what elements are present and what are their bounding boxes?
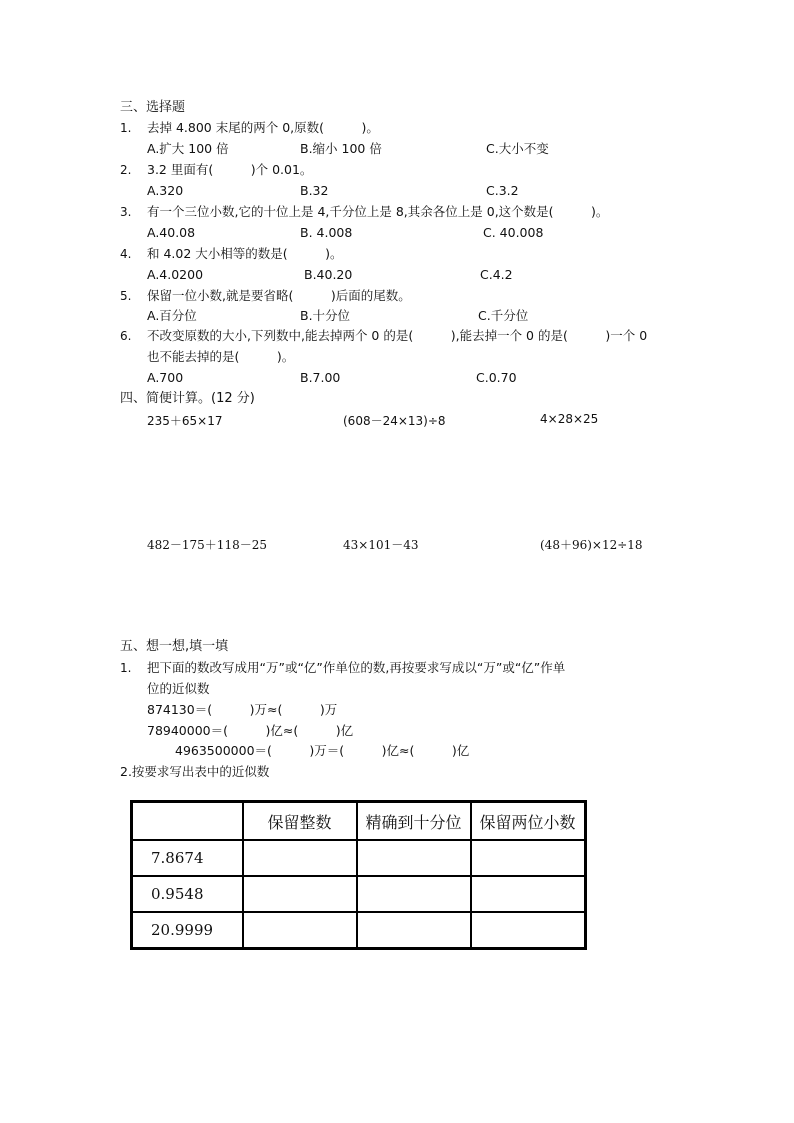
fill-line-1: 874130＝( )万≈( )万 xyxy=(147,702,338,717)
q4-text: 和 4.02 大小相等的数是( )。 xyxy=(147,246,343,261)
s5-q2-text: 2.按要求写出表中的近似数 xyxy=(120,764,270,779)
answer-cell[interactable] xyxy=(471,912,586,949)
table-row xyxy=(132,840,586,876)
answer-cell[interactable] xyxy=(357,912,471,949)
calc-3: 4×28×25 xyxy=(540,412,599,426)
s5-q1-number: 1. xyxy=(120,661,132,675)
s5-q1-text: 把下面的数改写成用“万”或“亿”作单位的数,再按要求写成以“万”或“亿”作单 xyxy=(147,660,566,675)
row-label-0-9548: 0.9548 xyxy=(132,876,243,912)
s5-q1-text-continued: 位的近似数 xyxy=(147,681,210,696)
answer-cell[interactable] xyxy=(471,840,586,876)
answer-cell[interactable] xyxy=(357,876,471,912)
q4-option-a: A.4.0200 xyxy=(147,267,204,282)
rounding-table xyxy=(130,800,587,950)
section-4-title: 四、简便计算。(12 分) xyxy=(120,391,255,406)
q5-text: 保留一位小数,就是要省略( )后面的尾数。 xyxy=(147,288,411,303)
q2-option-c: C.3.2 xyxy=(486,183,519,198)
calc-6: (48＋96)×12÷18 xyxy=(540,538,643,552)
q1-number: 1. xyxy=(120,121,132,135)
fill-line-2: 78940000＝( )亿≈( )亿 xyxy=(147,723,354,738)
q6-text: 不改变原数的大小,下列数中,能去掉两个 0 的是( ),能去掉一个 0 的是( )一个 0 xyxy=(147,328,648,343)
q3-option-c: C. 40.008 xyxy=(483,225,544,240)
calc-5: 43×101－43 xyxy=(343,538,419,552)
q1-text: 去掉 4.800 末尾的两个 0,原数( )。 xyxy=(147,120,379,135)
q3-text: 有一个三位小数,它的十位上是 4,千分位上是 8,其余各位上是 0,这个数是( )。 xyxy=(147,204,609,219)
answer-cell[interactable] xyxy=(471,876,586,912)
answer-cell[interactable] xyxy=(243,912,357,949)
calc-4: 482－175＋118－25 xyxy=(147,538,267,552)
q6-option-b: B.7.00 xyxy=(300,370,341,385)
q2-text: 3.2 里面有( )个 0.01。 xyxy=(147,162,313,177)
section-5-title: 五、想一想,填一填 xyxy=(120,639,229,654)
q6-number: 6. xyxy=(120,329,132,343)
q6-option-c: C.0.70 xyxy=(476,370,517,385)
q4-option-b: B.40.20 xyxy=(304,267,353,282)
q1-option-a: A.扩大 100 倍 xyxy=(147,141,229,156)
answer-cell[interactable] xyxy=(243,876,357,912)
table-row xyxy=(132,876,586,912)
q1-option-c: C.大小不变 xyxy=(486,141,549,156)
q1-option-b: B.缩小 100 倍 xyxy=(300,141,382,156)
row-label-20-9999: 20.9999 xyxy=(132,912,243,949)
q5-option-a: A.百分位 xyxy=(147,308,197,323)
answer-cell[interactable] xyxy=(357,840,471,876)
table-header-row xyxy=(132,802,586,841)
table-corner-cell xyxy=(132,802,243,841)
header-round-integer: 保留整数 xyxy=(243,802,357,841)
q4-option-c: C.4.2 xyxy=(480,267,513,282)
answer-cell[interactable] xyxy=(243,840,357,876)
section-3-title: 三、选择题 xyxy=(120,100,186,115)
q2-number: 2. xyxy=(120,163,132,177)
q4-number: 4. xyxy=(120,247,132,261)
calc-2: (608－24×13)÷8 xyxy=(343,414,446,428)
header-round-tenths: 精确到十分位 xyxy=(357,802,471,841)
q5-option-c: C.千分位 xyxy=(478,308,529,323)
q2-option-a: A.320 xyxy=(147,183,184,198)
q3-option-a: A.40.08 xyxy=(147,225,196,240)
q3-option-b: B. 4.008 xyxy=(300,225,353,240)
row-label-7-8674: 7.8674 xyxy=(132,840,243,876)
table-row xyxy=(132,912,586,949)
q5-number: 5. xyxy=(120,289,132,303)
q3-number: 3. xyxy=(120,205,132,219)
q2-option-b: B.32 xyxy=(300,183,329,198)
calc-1: 235＋65×17 xyxy=(147,414,223,428)
q6-text-continued: 也不能去掉的是( )。 xyxy=(147,349,295,364)
q5-option-b: B.十分位 xyxy=(300,308,351,323)
header-round-hundredths: 保留两位小数 xyxy=(471,802,586,841)
q6-option-a: A.700 xyxy=(147,370,184,385)
fill-line-3: 4963500000＝( )万＝( )亿≈( )亿 xyxy=(175,743,470,758)
